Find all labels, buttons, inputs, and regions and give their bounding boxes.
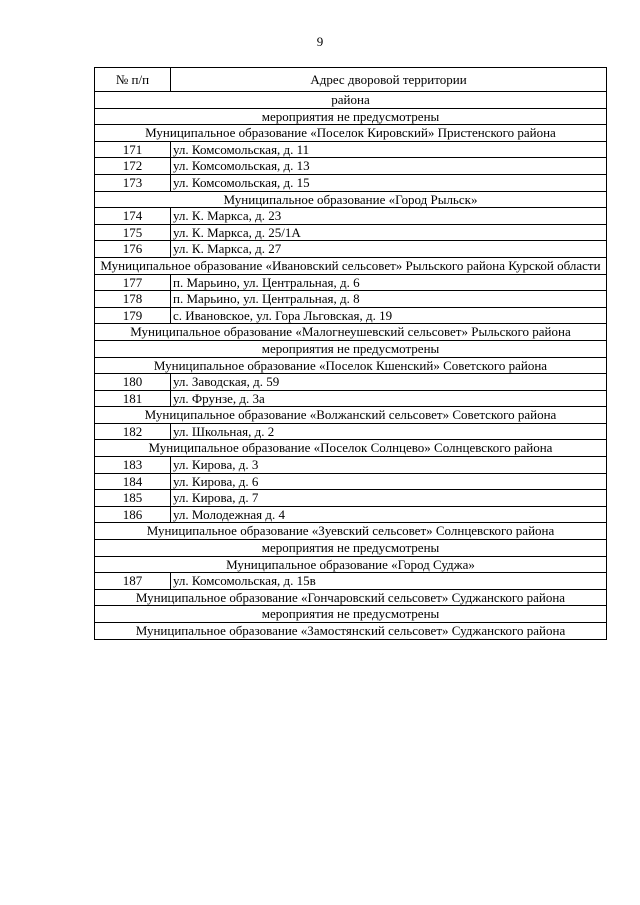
row-number: 179 bbox=[95, 307, 171, 324]
table-row bbox=[95, 473, 607, 490]
row-number: 183 bbox=[95, 457, 171, 474]
row-address: ул. К. Маркса, д. 27 bbox=[171, 241, 607, 258]
municipality-heading: Муниципальное образование «Город Рыльск» bbox=[95, 191, 607, 208]
row-address: ул. Заводская, д. 59 bbox=[171, 374, 607, 391]
note-row bbox=[95, 340, 607, 357]
table-row bbox=[95, 457, 607, 474]
municipality-heading: района bbox=[95, 92, 607, 109]
row-address: ул. Комсомольская, д. 15в bbox=[171, 573, 607, 590]
section-header-row bbox=[95, 92, 607, 109]
row-number: 176 bbox=[95, 241, 171, 258]
section-header-row bbox=[95, 125, 607, 142]
section-header-row bbox=[95, 589, 607, 606]
row-number: 182 bbox=[95, 423, 171, 440]
row-number: 181 bbox=[95, 390, 171, 407]
table-row bbox=[95, 423, 607, 440]
row-address: с. Ивановское, ул. Гора Льговская, д. 19 bbox=[171, 307, 607, 324]
municipality-heading: Муниципальное образование «Малогнеушевский сельсовет» Рыльского района bbox=[95, 324, 607, 341]
note-text: мероприятия не предусмотрены bbox=[95, 606, 607, 623]
municipality-heading: Муниципальное образование «Замостянский сельсовет» Суджанского района bbox=[95, 623, 607, 640]
page-number: 9 bbox=[316, 34, 324, 49]
row-address: ул. Кирова, д. 6 bbox=[171, 473, 607, 490]
municipality-heading: Муниципальное образование «Зуевский сельсовет» Солнцевского района bbox=[95, 523, 607, 540]
municipality-heading: Муниципальное образование «Город Суджа» bbox=[95, 556, 607, 573]
table-row bbox=[95, 241, 607, 258]
municipality-heading: Муниципальное образование «Ивановский сельсовет» Рыльского района Курской области bbox=[95, 257, 607, 274]
row-address: ул. Комсомольская, д. 15 bbox=[171, 174, 607, 191]
note-row bbox=[95, 606, 607, 623]
table-row bbox=[95, 490, 607, 507]
municipality-heading: Муниципальное образование «Поселок Кировский» Пристенского района bbox=[95, 125, 607, 142]
table-row bbox=[95, 141, 607, 158]
row-number: 180 bbox=[95, 374, 171, 391]
header-num: № п/п bbox=[95, 68, 171, 92]
row-address: ул. Фрунзе, д. 3а bbox=[171, 390, 607, 407]
section-header-row bbox=[95, 257, 607, 274]
table-row bbox=[95, 307, 607, 324]
section-header-row bbox=[95, 523, 607, 540]
municipality-heading: Муниципальное образование «Поселок Кшенский» Советского района bbox=[95, 357, 607, 374]
table-row bbox=[95, 374, 607, 391]
row-number: 177 bbox=[95, 274, 171, 291]
row-number: 174 bbox=[95, 208, 171, 225]
table-row bbox=[95, 390, 607, 407]
section-header-row bbox=[95, 191, 607, 208]
table-body bbox=[95, 92, 607, 640]
note-text: мероприятия не предусмотрены bbox=[95, 540, 607, 557]
row-address: ул. Комсомольская, д. 13 bbox=[171, 158, 607, 175]
row-address: п. Марьино, ул. Центральная, д. 8 bbox=[171, 291, 607, 308]
row-number: 187 bbox=[95, 573, 171, 590]
table-row bbox=[95, 573, 607, 590]
municipality-heading: Муниципальное образование «Поселок Солнцево» Солнцевского района bbox=[95, 440, 607, 457]
section-header-row bbox=[95, 556, 607, 573]
row-address: ул. Школьная, д. 2 bbox=[171, 423, 607, 440]
note-row bbox=[95, 108, 607, 125]
row-address: ул. Кирова, д. 7 bbox=[171, 490, 607, 507]
header-address: Адрес дворовой территории bbox=[171, 68, 607, 92]
table-row bbox=[95, 174, 607, 191]
row-number: 185 bbox=[95, 490, 171, 507]
row-address: ул. Комсомольская, д. 11 bbox=[171, 141, 607, 158]
row-number: 178 bbox=[95, 291, 171, 308]
table-row bbox=[95, 158, 607, 175]
table-row bbox=[95, 291, 607, 308]
address-table bbox=[94, 67, 607, 640]
row-address: ул. К. Маркса, д. 23 bbox=[171, 208, 607, 225]
row-number: 184 bbox=[95, 473, 171, 490]
municipality-heading: Муниципальное образование «Гончаровский сельсовет» Суджанского района bbox=[95, 589, 607, 606]
row-number: 186 bbox=[95, 506, 171, 523]
municipality-heading: Муниципальное образование «Волжанский сельсовет» Советского района bbox=[95, 407, 607, 424]
table-row bbox=[95, 224, 607, 241]
row-number: 171 bbox=[95, 141, 171, 158]
row-number: 172 bbox=[95, 158, 171, 175]
row-address: ул. К. Маркса, д. 25/1А bbox=[171, 224, 607, 241]
table-row bbox=[95, 506, 607, 523]
row-address: ул. Кирова, д. 3 bbox=[171, 457, 607, 474]
note-row bbox=[95, 540, 607, 557]
row-address: ул. Молодежная д. 4 bbox=[171, 506, 607, 523]
table-header-row bbox=[95, 68, 607, 92]
row-number: 175 bbox=[95, 224, 171, 241]
note-text: мероприятия не предусмотрены bbox=[95, 108, 607, 125]
section-header-row bbox=[95, 407, 607, 424]
section-header-row bbox=[95, 357, 607, 374]
row-address: п. Марьино, ул. Центральная, д. 6 bbox=[171, 274, 607, 291]
row-number: 173 bbox=[95, 174, 171, 191]
note-text: мероприятия не предусмотрены bbox=[95, 340, 607, 357]
table-row bbox=[95, 208, 607, 225]
section-header-row bbox=[95, 623, 607, 640]
section-header-row bbox=[95, 440, 607, 457]
section-header-row bbox=[95, 324, 607, 341]
table-row bbox=[95, 274, 607, 291]
